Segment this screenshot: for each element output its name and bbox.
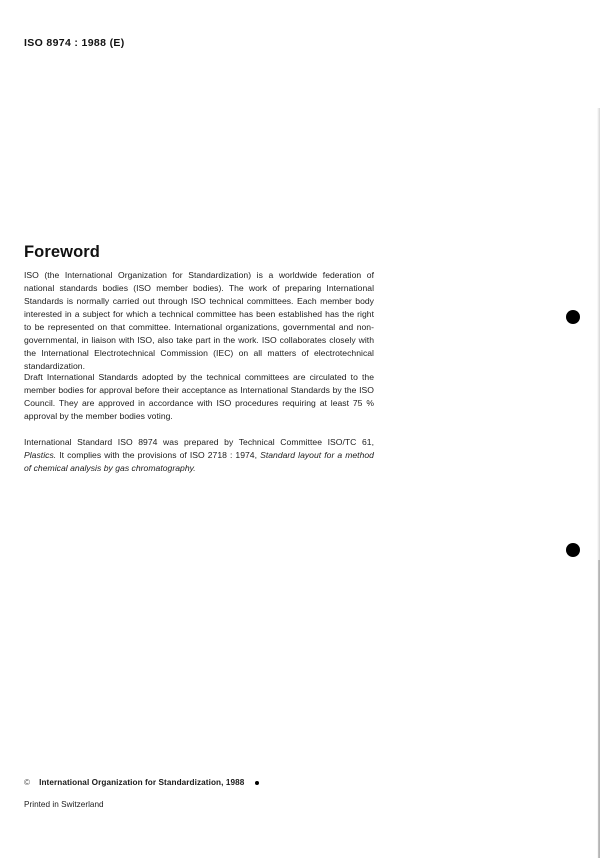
page-title: Foreword <box>24 243 100 262</box>
footer-copyright-line <box>24 778 259 787</box>
paragraph-3-text-part-1: International Standard ISO 8974 was prepared by Technical Committee ISO/TC 61, <box>24 436 374 447</box>
footer-bullet-icon <box>255 781 259 785</box>
margin-registration-dot-lower <box>566 543 580 557</box>
paragraph-3-italic-plastics: Plastics. <box>24 449 57 460</box>
paragraph-3-text-part-2: It complies with the provisions of ISO 2718 : 1974, <box>56 449 261 460</box>
document-header-standard-number: ISO 8974 : 1988 (E) <box>24 37 125 49</box>
footer-printed-in: Printed in Switzerland <box>24 800 104 809</box>
paragraph-3-italic-standard-layout: Standard layout for a method of chemical analysis by gas chromatography. <box>24 449 374 473</box>
margin-registration-dot-upper <box>566 310 580 324</box>
copyright-text: International Organization for Standardization, 1988 <box>39 778 245 787</box>
foreword-paragraph-2: Draft International Standards adopted by the technical committees are circulated to the member bodies for approval before their acceptance as International Standards by the ISO Council. They are approved in accordance with ISO procedures requiring at least 75 % approval by the member bodies voting. <box>24 371 374 421</box>
foreword-paragraph-1: ISO (the International Organization for Standardization) is a worldwide federation of national standards bodies (ISO member bodies). The work of preparing International Standards is normally carried out through ISO technical committees. Each member body interested in a subject for which a technical committee has been established has the right to be represented on that committee. International organizations, governmental and non-governmental, in liaison with ISO, also take part in the work. ISO collaborates closely with the International Electrotechnical Commission (IEC) on all matters of electrotechnical standardization. <box>24 269 374 371</box>
foreword-paragraph-3 <box>24 436 374 475</box>
copyright-icon: © <box>24 778 31 787</box>
